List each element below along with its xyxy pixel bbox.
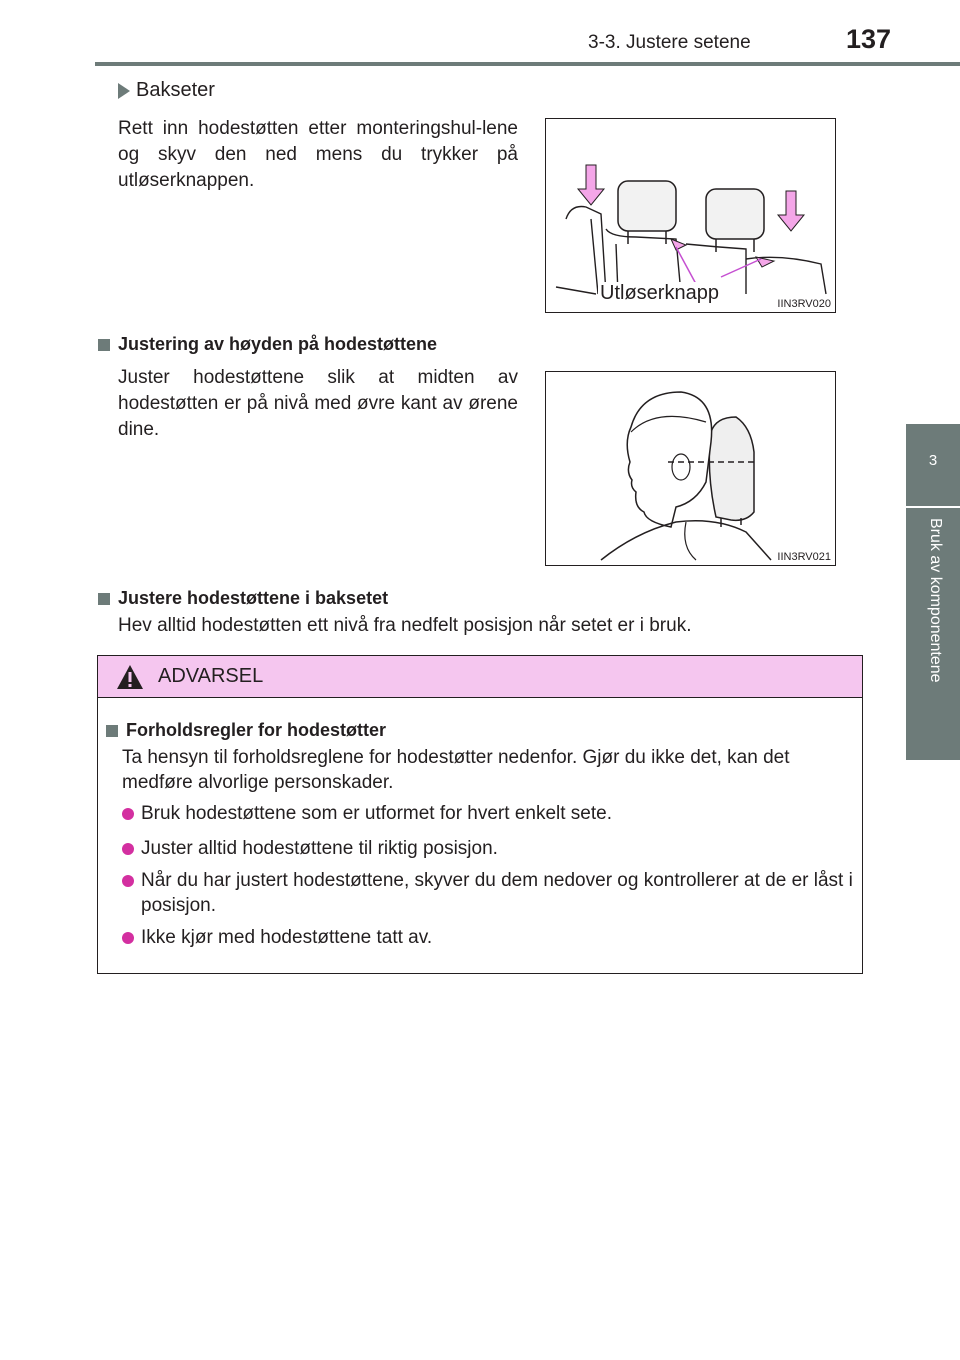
chapter-title: Bruk av komponentene (927, 518, 944, 683)
figure-code: IIN3RV021 (777, 551, 831, 563)
chapter-tab[interactable] (906, 424, 960, 506)
rear-seat-heading (118, 79, 215, 102)
page-number: 137 (846, 24, 892, 54)
warning-title: ADVARSEL (158, 665, 264, 687)
circle-bullet-icon (122, 932, 134, 944)
warning-item (122, 925, 862, 950)
warning-item (122, 801, 862, 826)
header-divider (95, 62, 960, 66)
rear-adjust-text: Hev alltid hodestøtten ett nivå fra nedfelt posisjon når setet er i bruk. (118, 615, 692, 636)
square-bullet-icon (98, 593, 110, 605)
circle-bullet-icon (122, 843, 134, 855)
release-button-label: Utløserknapp (600, 282, 719, 304)
warning-item (122, 868, 862, 918)
head-position-illustration (546, 372, 835, 565)
height-adjust-text: Juster hodestøttene slik at midten av hodestøtten er på nivå med øvre kant av ørene dine. (118, 367, 518, 440)
warning-triangle-icon (116, 664, 144, 690)
triangle-bullet-icon (118, 83, 130, 99)
head-height-figure (545, 371, 836, 566)
chapter-title-tab[interactable] (906, 508, 960, 760)
rear-adjust-heading-text: Justere hodestøttene i baksetet (118, 588, 389, 608)
height-adjust-heading-text: Justering av høyden på hodestøttene (118, 334, 438, 354)
warning-item-text: Når du har justert hodestøttene, skyver du dem nedover og kontrollerer at de er låst i posisjon. (141, 870, 853, 916)
section-title: 3-3. Justere setene (588, 32, 751, 53)
rear-seat-heading-text: Bakseter (136, 79, 215, 101)
circle-bullet-icon (122, 875, 134, 887)
square-bullet-icon (98, 339, 110, 351)
circle-bullet-icon (122, 808, 134, 820)
square-bullet-icon (106, 725, 118, 737)
rear-seat-text: Rett inn hodestøtten etter monteringshul-lene og skyv den ned mens du trykker på utløserknappen. (118, 118, 518, 191)
warning-section-text: Forholdsregler for hodestøtter (126, 720, 387, 740)
height-adjust-heading (98, 334, 437, 355)
rear-adjust-heading (98, 588, 388, 609)
warning-header (98, 656, 862, 698)
warning-box (97, 655, 863, 974)
warning-item-text: Juster alltid hodestøttene til riktig posisjon. (141, 838, 498, 859)
warning-item-text: Ikke kjør med hodestøttene tatt av. (141, 927, 433, 948)
figure-code: IIN3RV020 (777, 298, 831, 310)
warning-item-text: Bruk hodestøttene som er utformet for hvert enkelt sete. (141, 803, 612, 824)
rear-headrest-figure (545, 118, 836, 313)
warning-item (122, 836, 862, 861)
warning-intro: Ta hensyn til forholdsreglene for hodestøtter nedenfor. Gjør du ikke det, kan det medføre alvorlige personskader. (122, 747, 790, 793)
chapter-number: 3 (928, 452, 938, 469)
warning-section-heading (106, 720, 386, 741)
